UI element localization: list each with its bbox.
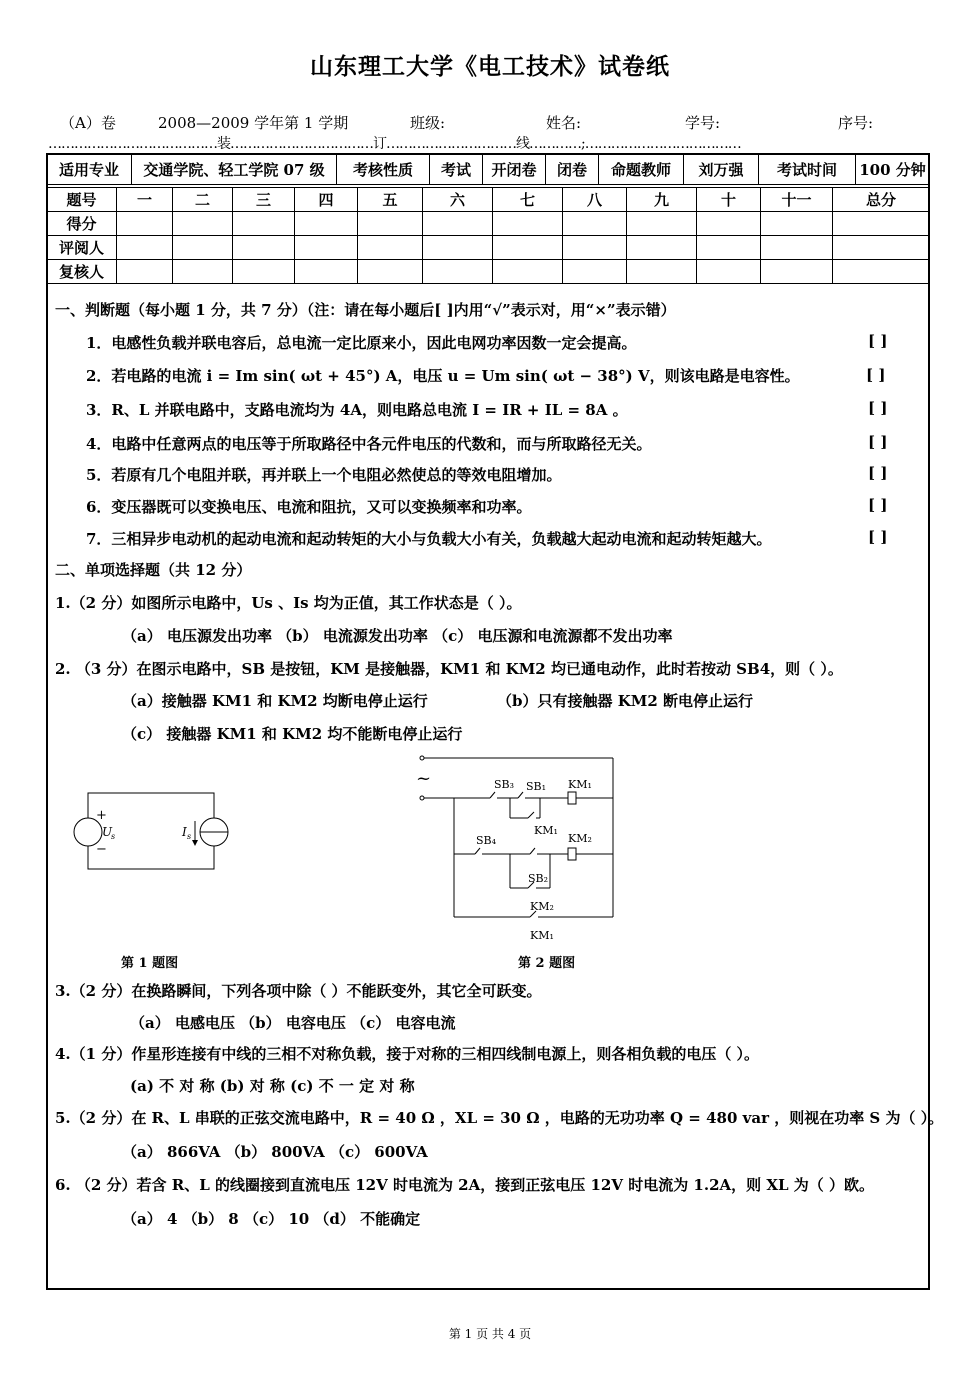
km1-coil-label: KM₁: [568, 778, 592, 791]
question-item: 4．电路中任意两点的电压等于所取路径中各元件电压的代数和，而与所取路径无关。: [86, 435, 652, 453]
q1-options: （a） 电压源发出功率 （b） 电流源发出功率 （c） 电压源和电流源都不发出功率: [122, 627, 673, 645]
assess-value: 考试: [430, 154, 483, 185]
open-value: 闭卷: [546, 154, 599, 185]
question-q2: 2. （3 分）在图示电路中，SB 是按钮，KM 是接触器，KM1 和 KM2 均已通电动作，此时若按动 SB4，则（ ）。: [55, 660, 843, 678]
time-label: 考试时间: [759, 154, 856, 185]
current-source-label: I: [182, 825, 187, 839]
answer-bracket: [ ]: [866, 366, 886, 384]
info-table: [46, 153, 930, 185]
q2-option-c: （c） 接触器 KM1 和 KM2 均不能断电停止运行: [122, 725, 463, 743]
sb3-label: SB₃: [494, 778, 515, 791]
question-item: 2．若电路的电流 i = Im sin( ωt + 45°) A，电压 u = Um sin( ωt − 38°) V，则该电路是电容性。: [86, 367, 800, 385]
major-value: 交通学院、轻工学院 07 级: [132, 154, 337, 185]
score-header: 题号: [47, 188, 117, 212]
assess-label: 考核性质: [337, 154, 430, 185]
q6-options: （a） 4 （b） 8 （c） 10 （d） 不能确定: [122, 1210, 421, 1228]
question-q5: 5.（2 分）在 R、L 串联的正弦交流电路中，R = 40 Ω ，XL = 30 Ω ，电路的无功功率 Q = 480 var ，则视在功率 S 为（ ）。: [55, 1109, 944, 1127]
score-header: 总分: [833, 188, 930, 212]
major-label: 适用专业: [47, 154, 132, 185]
question-q4: 4.（1 分）作星形连接有中线的三相不对称负载，接于对称的三相四线制电源上，则各相负载的电压（ ）。: [55, 1045, 760, 1063]
q5-options: （a） 866VA （b） 800VA （c） 600VA: [122, 1143, 428, 1161]
question-item: 6．变压器既可以变换电压、电流和阻抗，又可以变换频率和功率。: [86, 498, 532, 516]
km2-contact-label: KM₂: [530, 900, 554, 913]
question-q1: 1.（2 分）如图所示电路中，Us 、Is 均为正值，其工作状态是（ ）。: [55, 594, 522, 612]
plus-sign: +: [96, 808, 107, 823]
answer-bracket: [ ]: [868, 528, 888, 546]
answer-bracket: [ ]: [868, 332, 888, 350]
score-header: 三: [233, 188, 295, 212]
km1-aux-label: KM₁: [530, 929, 554, 942]
question-item: 7．三相异步电动机的起动电流和起动转矩的大小与负载大小有关，负载越大起动电流和起动转矩越大。: [86, 530, 772, 548]
voltage-source-sub: s: [111, 832, 116, 841]
academic-year: 2008—2009 学年第 1 学期: [158, 114, 349, 132]
answer-bracket: [ ]: [868, 496, 888, 514]
answer-bracket: [ ]: [868, 464, 888, 482]
checker-row: [47, 260, 930, 284]
binding-line: …………………………………装……………………………订…………………………线…………;………………………………: [48, 136, 741, 152]
page-footer: 第 1 页 共 4 页: [448, 1327, 532, 1341]
circuit-figure-1: [70, 785, 230, 880]
page-title: 山东理工大学《电工技术》试卷纸: [310, 53, 670, 80]
score-header: 十一: [761, 188, 833, 212]
section2-title: 二、单项选择题（共 12 分）: [55, 561, 252, 579]
q2-option-b: （b）只有接触器 KM2 断电停止运行: [497, 692, 754, 710]
sb4-label: SB₄: [476, 834, 497, 847]
score-table: [46, 187, 930, 284]
score-header: 七: [493, 188, 563, 212]
score-header-row: [47, 188, 930, 212]
question-q3: 3.（2 分）在换路瞬间，下列各项中除（ ）不能跃变外，其它全可跃变。: [55, 982, 542, 1000]
ac-source-symbol: ~: [416, 768, 432, 789]
score-header: 一: [117, 188, 173, 212]
score-header: 五: [358, 188, 423, 212]
score-header: 十: [697, 188, 761, 212]
score-row-label: 复核人: [47, 260, 117, 284]
score-row-label: 评阅人: [47, 236, 117, 260]
question-item: 3．R、L 并联电路中，支路电流均为 4A，则电路总电流 I = IR + IL = 8A 。: [86, 401, 628, 419]
score-row: [47, 212, 930, 236]
km1-contact-label: KM₁: [534, 824, 558, 837]
sb2-label: SB₂: [528, 872, 549, 885]
seq-label: 序号:: [838, 114, 874, 132]
score-header: 九: [627, 188, 697, 212]
time-value: 100 分钟: [856, 154, 930, 185]
teacher-label: 命题教师: [599, 154, 684, 185]
q3-options: （a） 电感电压 （b） 电容电压 （c） 电容电流: [130, 1014, 456, 1032]
figure2-caption: 第 2 题图: [518, 956, 576, 971]
reviewer-row: [47, 236, 930, 260]
name-label: 姓名:: [546, 114, 582, 132]
score-header: 八: [563, 188, 627, 212]
answer-bracket: [ ]: [868, 399, 888, 417]
q2-option-a: （a）接触器 KM1 和 KM2 均断电停止运行: [122, 692, 428, 710]
score-header: 二: [173, 188, 233, 212]
sb1-label: SB₁: [526, 780, 547, 793]
class-label: 班级:: [410, 114, 446, 132]
voltage-source-label: U: [102, 825, 113, 839]
paper-version: （A）卷: [60, 114, 116, 132]
current-source-sub: s: [187, 832, 192, 841]
circuit-figure-2: [410, 752, 630, 947]
figure1-caption: 第 1 题图: [121, 956, 179, 971]
open-label: 开闭卷: [483, 154, 546, 185]
minus-sign: −: [96, 842, 107, 857]
answer-bracket: [ ]: [868, 433, 888, 451]
question-item: 1．电感性负载并联电容后，总电流一定比原来小，因此电网功率因数一定会提高。: [86, 334, 637, 352]
question-q6: 6. （2 分）若含 R、L 的线圈接到直流电压 12V 时电流为 2A，接到正弦电压 12V 时电流为 1.2A，则 XL 为（ ）欧。: [55, 1176, 875, 1194]
teacher-value: 刘万强: [684, 154, 759, 185]
score-header: 四: [295, 188, 358, 212]
student-id-label: 学号:: [685, 114, 721, 132]
km2-coil-label: KM₂: [568, 832, 592, 845]
score-header: 六: [423, 188, 493, 212]
section1-title: 一、判断题（每小题 1 分，共 7 分）（注：请在每小题后[ ]内用“√”表示对，用“×”表示错）: [55, 301, 676, 319]
score-row-label: 得分: [47, 212, 117, 236]
q4-options: (a) 不 对 称 (b) 对 称 (c) 不 一 定 对 称: [130, 1077, 415, 1095]
question-item: 5．若原有几个电阻并联，再并联上一个电阻必然使总的等效电阻增加。: [86, 466, 562, 484]
